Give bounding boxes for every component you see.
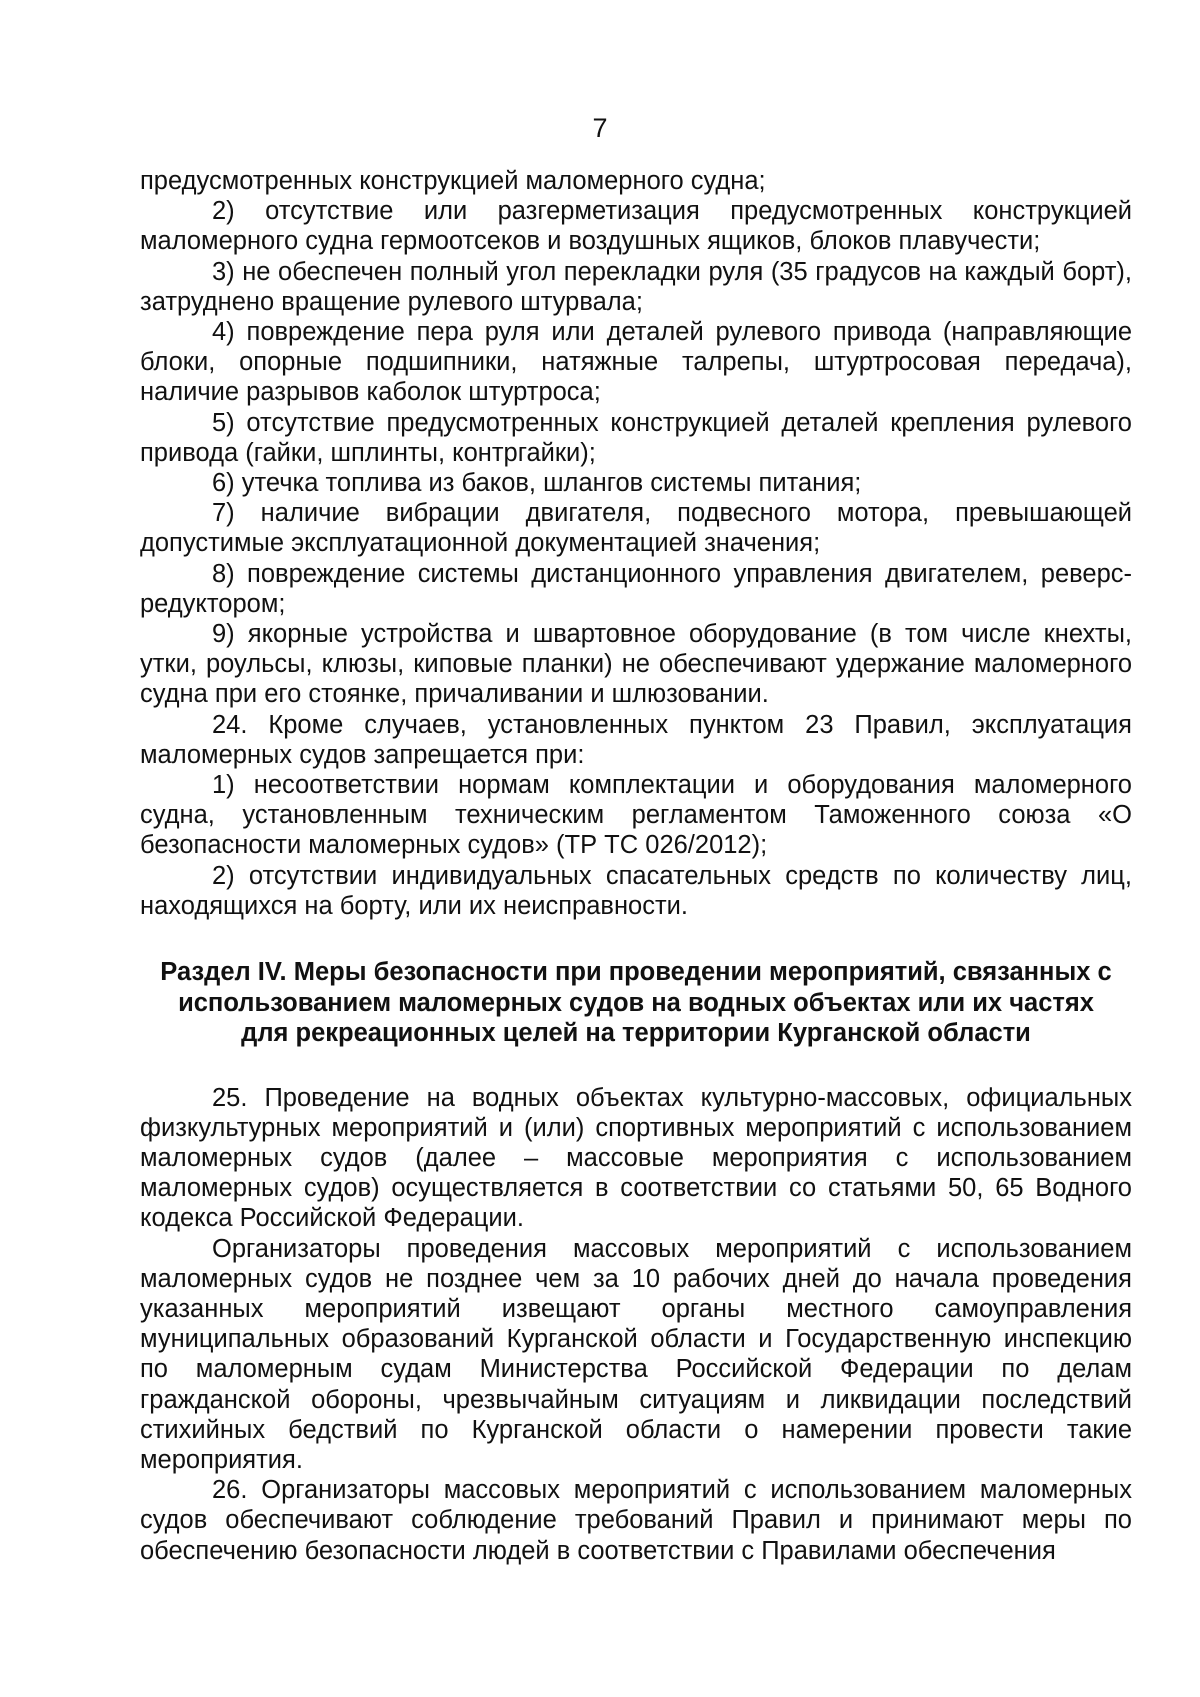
- document-body: [140, 166, 1132, 1566]
- section-title: Раздел IV. Меры безопасности при проведении мероприятий, связанных с использованием маломерных судов на водных объектах или их частях для рекреационных целей на территории Курганской области: [160, 958, 1112, 1048]
- list-item: 9) якорные устройства и швартовное оборудование (в том числе кнехты, утки, роульсы, клюзы, киповые планки) не обеспечивают удержание маломерного судна при его стоянке, причаливании и шлюзовании.: [140, 620, 1132, 709]
- list-item: 4) повреждение пера руля или деталей рулевого привода (направляющие блоки, опорные подшипники, натяжные талрепы, штуртросовая передача), наличие разрывов каболок штуртроса;: [140, 318, 1132, 407]
- list-item: 8) повреждение системы дистанционного управления двигателем, реверс-редуктором;: [140, 559, 1132, 618]
- paragraph: 26. Организаторы массовых мероприятий с использованием маломерных судов обеспечивают соблюдение требований Правил и принимают меры по обеспечению безопасности людей в соответствии с Правилами обеспечения: [140, 1476, 1132, 1565]
- list-item: 2) отсутствии индивидуальных спасательных средств по количеству лиц, находящихся на борту, или их неисправности.: [140, 861, 1132, 920]
- list-item: 5) отсутствие предусмотренных конструкцией деталей крепления рулевого привода (гайки, шплинты, контргайки);: [140, 408, 1132, 467]
- paragraph: 24. Кроме случаев, установленных пунктом 23 Правил, эксплуатация маломерных судов запрещается при:: [140, 710, 1132, 769]
- list-item: 7) наличие вибрации двигателя, подвесного мотора, превышающей допустимые эксплуатационной документацией значения;: [140, 499, 1132, 558]
- paragraph: 25. Проведение на водных объектах культурно-массовых, официальных физкультурных мероприятий и (или) спортивных мероприятий с использованием маломерных судов (далее – массовые мероприятия с использованием маломерных судов) осуществляется в соответствии со статьями 50, 65 Водного кодекса Российской Федерации.: [140, 1083, 1132, 1233]
- list-item: 2) отсутствие или разгерметизация предусмотренных конструкцией маломерного судна гермоотсеков и воздушных ящиков, блоков плавучести;: [140, 197, 1132, 256]
- paragraph: предусмотренных конструкцией маломерного судна;: [140, 167, 766, 195]
- list-item: 6) утечка топлива из баков, шлангов системы питания;: [212, 469, 862, 498]
- list-item: 1) несоответствии нормам комплектации и оборудования маломерного судна, установленным техническим регламентом Таможенного союза «О безопасности маломерных судов» (ТР ТС 026/2012);: [140, 771, 1132, 860]
- paragraph: Организаторы проведения массовых мероприятий с использованием маломерных судов не позднее чем за 10 рабочих дней до начала проведения указанных мероприятий извещают органы местного самоуправления муниципальных образований Курганской области и Государственную инспекцию по маломерным судам Министерства Российской Федерации по делам гражданской обороны, чрезвычайным ситуациям и ликвидации последствий стихийных бедствий по Курганской области о намерении провести такие мероприятия.: [140, 1234, 1132, 1475]
- list-item: 3) не обеспечен полный угол перекладки руля (35 градусов на каждый борт), затруднено вращение рулевого штурвала;: [140, 257, 1132, 316]
- page-number: 7: [592, 113, 608, 143]
